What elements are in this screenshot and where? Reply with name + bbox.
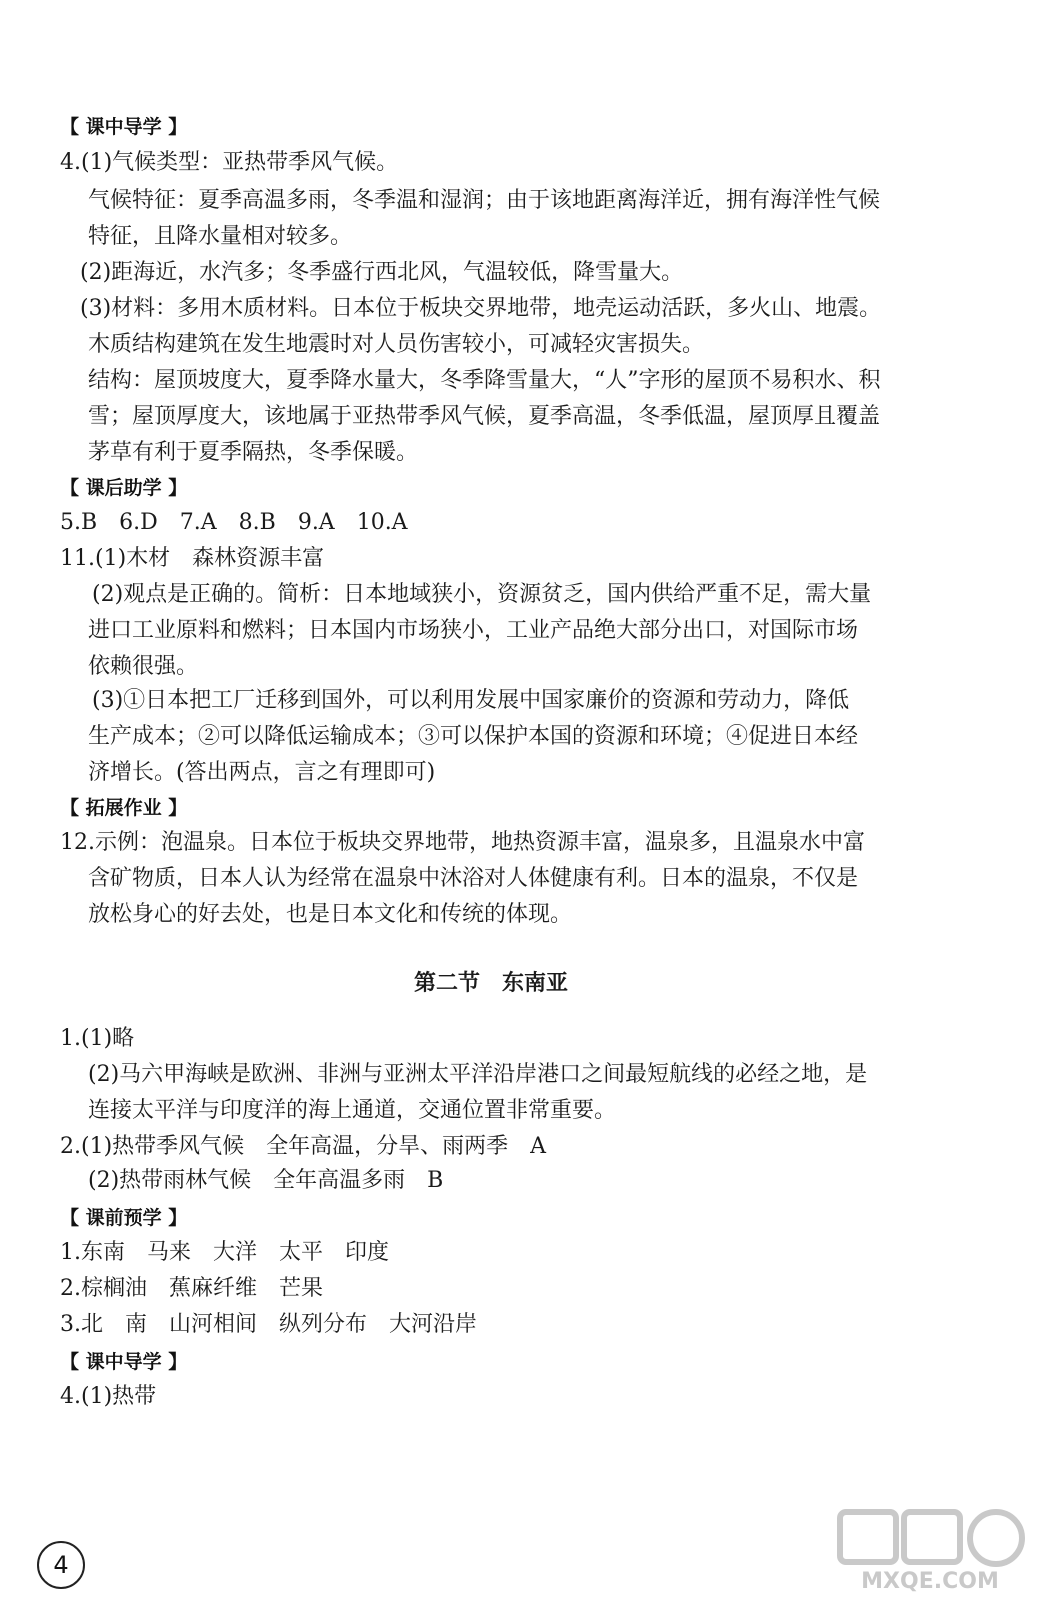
section-header-tuozhan: 【 拓展作业 】 <box>60 797 188 819</box>
answer-line: 2.(1)热带季风气候 全年高温，分旱、雨两季 A <box>60 1134 547 1159</box>
answer-line: (2)热带雨林气候 全年高温多雨 B <box>88 1168 444 1193</box>
answer-line: 含矿物质，日本人认为经常在温泉中沐浴对人体健康有利。日本的温泉，不仅是 <box>88 866 859 891</box>
answer-line: 1.东南 马来 大洋 太平 印度 <box>60 1240 389 1265</box>
section-header-kehou: 【 课后助学 】 <box>60 477 188 499</box>
answer-line: 特征，且降水量相对较多。 <box>88 224 353 249</box>
answer-line: (2)距海近，水汽多；冬季盛行西北风，气温较低，降雪量大。 <box>80 260 684 285</box>
answer-line: 雪；屋顶厚度大，该地属于亚热带季风气候，夏季高温，冬季低温，屋顶厚且覆盖 <box>88 404 881 429</box>
answer-line: 茅草有利于夏季隔热，冬季保暖。 <box>88 440 419 465</box>
section-header-kezhong: 【 课中导学 】 <box>60 116 188 138</box>
answer-line: 依赖很强。 <box>88 654 199 679</box>
section-header-keqian: 【 课前预学 】 <box>60 1207 188 1229</box>
answer-line: 4.(1)热带 <box>60 1384 157 1409</box>
answer-line: (2)马六甲海峡是欧洲、非洲与亚洲太平洋沿岸港口之间最短航线的必经之地，是 <box>88 1062 868 1087</box>
answer-line: 12.示例：泡温泉。日本位于板块交界地带，地热资源丰富，温泉多，且温泉水中富 <box>60 830 865 855</box>
answer-line: 结构：屋顶坡度大，夏季降水量大，冬季降雪量大，“人”字形的屋顶不易积水、积 <box>88 368 881 393</box>
answer-line: 11.(1)木材 森林资源丰富 <box>60 546 325 571</box>
answer-line: 连接太平洋与印度洋的海上通道，交通位置非常重要。 <box>88 1098 617 1123</box>
answer-line: (3)材料：多用木质材料。日本位于板块交界地带，地壳运动活跃，多火山、地震。 <box>80 296 882 321</box>
answer-line: 气候特征：夏季高温多雨，冬季温和湿润；由于该地距离海洋近，拥有海洋性气候 <box>88 188 881 213</box>
answer-line: (2)观点是正确的。简析：日本地域狭小，资源贫乏，国内供给严重不足，需大量 <box>92 582 872 607</box>
watermark-logo <box>830 1508 1030 1592</box>
answer-line: 生产成本；②可以降低运输成本；③可以保护本国的资源和环境；④促进日本经 <box>88 724 859 749</box>
answer-line: 济增长。(答出两点，言之有理即可) <box>88 760 436 785</box>
section-title: 第二节 东南亚 <box>414 970 569 996</box>
answer-line: 3.北 南 山河相间 纵列分布 大河沿岸 <box>60 1312 477 1337</box>
answer-line: 5.B 6.D 7.A 8.B 9.A 10.A <box>60 510 408 535</box>
answer-line: 放松身心的好去处，也是日本文化和传统的体现。 <box>88 902 573 927</box>
answer-line: (3)①日本把工厂迁移到国外，可以利用发展中国家廉价的资源和劳动力，降低 <box>92 688 850 713</box>
answer-line: 4.(1)气候类型：亚热带季风气候。 <box>60 150 399 175</box>
answer-line: 进口工业原料和燃料；日本国内市场狭小，工业产品绝大部分出口，对国际市场 <box>88 618 859 643</box>
answer-line: 木质结构建筑在发生地震时对人员伤害较小，可减轻灾害损失。 <box>88 332 705 357</box>
page-number: 4 <box>37 1541 85 1589</box>
answer-line: 2.棕榈油 蕉麻纤维 芒果 <box>60 1276 323 1301</box>
watermark-text: MXQE.COM <box>861 1569 999 1592</box>
answer-line: 1.(1)略 <box>60 1026 135 1051</box>
section-header-kezhong-2: 【 课中导学 】 <box>60 1351 188 1373</box>
